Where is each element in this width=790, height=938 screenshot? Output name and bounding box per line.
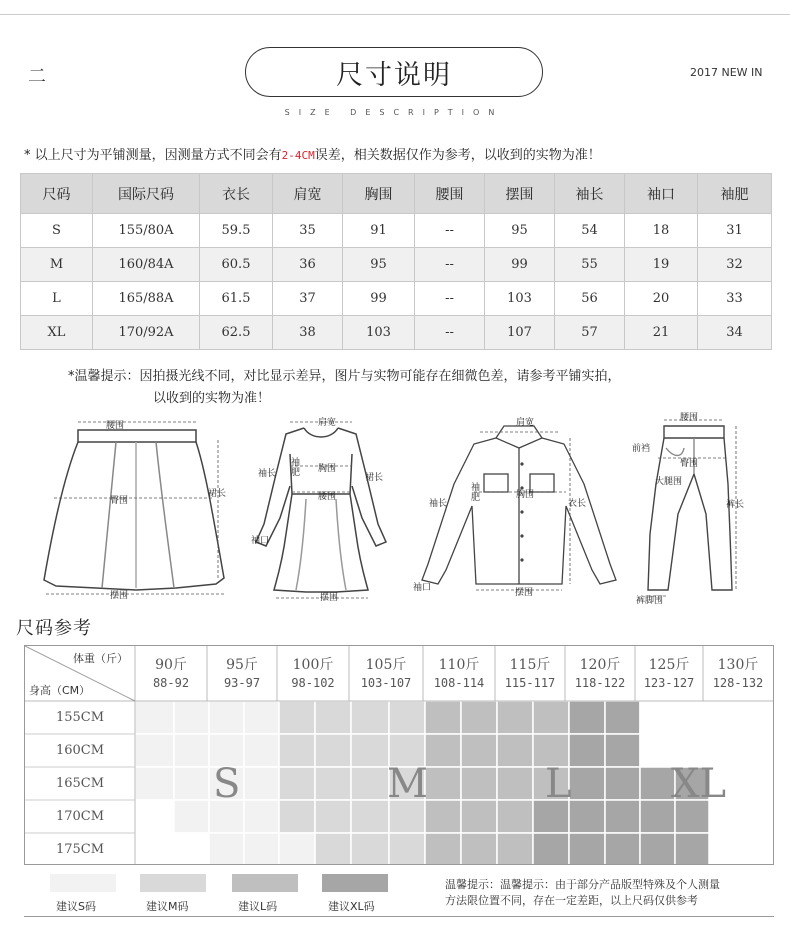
reference-tip-line2: 方法限位置不同，存在一定差距，以上尺码仅供参考 [445,894,698,907]
table-row [21,248,772,282]
note-prefix: * 以上尺寸为平铺测量，因测量方式不同会有 [24,148,282,163]
table-cell: 155/80A [93,214,200,248]
dress-waist-label: 腰围 [318,492,337,502]
weight-label: 105斤 [365,657,407,673]
grid-cell-s [174,767,209,800]
table-cell: 103 [343,316,415,350]
grid-cell-none [640,734,675,767]
legend-swatch-l [232,874,298,892]
table-row [21,282,772,316]
table-cell: 34 [698,316,772,350]
grid-cell-xl [640,767,675,800]
table-cell: 57 [555,316,625,350]
skirt-length-label: 裙长 [208,489,227,499]
weight-range-label: 98-102 [291,676,335,690]
grid-cell-l [461,734,497,767]
grid-cell-l [425,800,461,833]
size-reference-title: 尺码参考 [16,618,92,639]
grid-cell-xl [569,833,605,864]
grid-cell-l [533,701,569,734]
size-letter-l: L [545,761,572,807]
grid-cell-l [497,701,533,734]
pants-rise-label: 前裆 [632,444,651,454]
size-letter-m: M [387,761,428,807]
table-cell: 36 [273,248,343,282]
height-label: 165CM [55,776,105,791]
grid-cell-xl [569,767,605,800]
pants-leg-opening-label: 裤脚围 [636,596,664,606]
size-table-header-cell: 袖肥 [698,174,772,214]
table-row [21,316,772,350]
table-cell: 20 [625,282,698,316]
grid-cell-none [174,833,209,864]
grid-cell-l [461,800,497,833]
table-cell: 54 [555,214,625,248]
grid-cell-l [425,701,461,734]
grid-cell-xl [533,833,569,864]
weight-label: 125斤 [648,657,690,673]
grid-cell-s [244,833,279,864]
shirt-shoulder-label: 肩宽 [516,418,535,428]
grid-cell-l [425,734,461,767]
legend-swatch-s [50,874,116,892]
grid-cell-xl [640,800,675,833]
page-subtitle: SIZE DESCRIPTION [284,108,504,117]
grid-cell-l [461,767,497,800]
pants-length-label: 裤长 [726,500,745,510]
grid-cell-s [244,701,279,734]
weight-label: 120斤 [579,657,621,673]
size-reference-grid [24,645,774,865]
legend-swatch-m [140,874,206,892]
table-cell: 38 [273,316,343,350]
table-cell: -- [415,248,485,282]
grid-cell-l [497,734,533,767]
table-cell: 107 [485,316,555,350]
grid-cell-xl [569,701,605,734]
shirt-length-label: 衣长 [568,499,587,509]
grid-cell-l [461,701,497,734]
grid-cell-m [279,734,315,767]
legend-label: 建议M码 [146,900,189,913]
table-cell: 95 [485,214,555,248]
table-cell: M [21,248,93,282]
table-cell: 170/92A [93,316,200,350]
table-cell: 103 [485,282,555,316]
grid-cell-xl [569,734,605,767]
weight-range-label: 115-117 [504,676,556,690]
grid-cell-none [135,800,174,833]
height-label: 175CM [55,842,105,857]
skirt-hip-label: 臀围 [110,496,129,506]
height-label: 155CM [55,710,105,725]
dress-diagram [246,414,396,604]
legend-label: 建议S码 [56,900,96,913]
grid-cell-m [315,800,351,833]
grid-cell-l [497,833,533,864]
table-cell: 61.5 [200,282,273,316]
table-cell: 18 [625,214,698,248]
grid-cell-xl [569,800,605,833]
measurement-note [24,144,601,163]
grid-cell-l [497,767,533,800]
grid-cell-s [209,701,244,734]
dress-cuff-label: 袖口 [251,536,270,546]
grid-cell-none [135,833,174,864]
weight-label: 130斤 [717,657,759,673]
weight-range-label: 118-122 [574,676,626,690]
grid-cell-xl [640,833,675,864]
table-cell: 99 [343,282,415,316]
corner-height-label: 身高（CM） [29,684,91,697]
grid-cell-m [279,701,315,734]
table-cell: 56 [555,282,625,316]
note-highlight: 2-4CM [281,149,315,162]
size-table-header-cell: 肩宽 [273,174,343,214]
pants-waist-label: 腰围 [680,413,699,423]
weight-label: 100斤 [292,657,334,673]
grid-cell-s [244,767,279,800]
skirt-waist-label: 腰围 [106,421,125,431]
grid-cell-s [174,701,209,734]
dress-chest-label: 胸围 [318,464,337,474]
grid-cell-s [135,767,174,800]
grid-cell-s [209,833,244,864]
note-suffix: 误差，相关数据仅作为参考，以收到的实物为准！ [314,148,601,163]
color-note-line1: *温馨提示：因拍摄光线不同，对比显示差异，图片与实物可能存在细微色差，请参考平铺实拍， [68,369,621,384]
table-cell: 165/88A [93,282,200,316]
skirt-hem-label: 摆围 [110,591,129,601]
size-table-header-cell: 国际尺码 [93,174,200,214]
table-cell: 55 [555,248,625,282]
grid-cell-m [351,734,389,767]
page-title: 尺寸说明 [245,47,543,97]
size-table-body [21,214,772,350]
grid-cell-m [279,767,315,800]
size-table-header [21,174,772,214]
table-cell: -- [415,214,485,248]
table-cell: 21 [625,316,698,350]
table-cell: 33 [698,282,772,316]
weight-label: 90斤 [155,657,187,673]
grid-cell-m [315,701,351,734]
grid-cell-s [174,800,209,833]
size-table-header-cell: 腰围 [415,174,485,214]
weight-label: 110斤 [438,657,480,673]
grid-cell-none [675,701,709,734]
legend-label: 建议L码 [238,900,278,913]
table-cell: 160/84A [93,248,200,282]
grid-cell-xl [605,833,640,864]
grid-cell-xl [605,734,640,767]
grid-cell-none [640,701,675,734]
grid-cell-m [389,833,425,864]
table-cell: 32 [698,248,772,282]
grid-cell-xl [675,833,709,864]
size-table-header-cell: 袖口 [625,174,698,214]
size-letter-s: S [213,761,241,807]
grid-cell-m [315,767,351,800]
weight-range-label: 93-97 [223,676,261,690]
reference-tip [445,877,720,909]
table-cell: 37 [273,282,343,316]
size-table-header-cell: 衣长 [200,174,273,214]
weight-range-label: 128-132 [712,676,764,690]
dress-length-label: 裙长 [365,473,384,483]
grid-cell-l [461,833,497,864]
dress-sleeve-width-label: 袖肥 [291,458,301,478]
table-cell: 95 [343,248,415,282]
table-cell: 99 [485,248,555,282]
grid-cell-m [315,734,351,767]
shirt-sleeve-width-label: 袖肥 [471,483,481,503]
shirt-chest-label: 胸围 [516,490,535,500]
table-cell: -- [415,282,485,316]
shirt-hem-label: 摆围 [515,588,534,598]
pants-thigh-label: 大腿围 [655,477,683,487]
grid-cell-s [244,734,279,767]
color-note [68,366,621,410]
height-label: 170CM [55,809,105,824]
table-cell: 35 [273,214,343,248]
size-table-header-cell: 摆围 [485,174,555,214]
year-tag: 2017 NEW IN [690,66,763,79]
table-cell: 60.5 [200,248,273,282]
table-cell: -- [415,316,485,350]
grid-cell-m [351,833,389,864]
shirt-cuff-label: 袖口 [413,583,432,593]
grid-cell-s [174,734,209,767]
grid-cell-l [425,833,461,864]
top-divider [0,14,790,15]
bottom-divider [24,916,774,917]
table-cell: 31 [698,214,772,248]
grid-cell-l [425,767,461,800]
grid-cell-xl [605,701,640,734]
grid-cell-m [351,701,389,734]
reference-tip-line1: 温馨提示：温馨提示：由于部分产品版型特殊及个人测量 [445,878,720,891]
table-cell: L [21,282,93,316]
grid-cell-s [135,701,174,734]
left-mark: 二 [28,66,46,87]
grid-cell-s [135,734,174,767]
grid-cell-l [497,800,533,833]
weight-label: 95斤 [226,657,258,673]
dress-shoulder-label: 肩宽 [318,418,337,428]
grid-cell-s [279,833,315,864]
size-table [20,173,772,350]
corner-weight-label: 体重（斤） [73,652,128,665]
size-table-header-cell: 尺码 [21,174,93,214]
table-cell: 19 [625,248,698,282]
table-cell: XL [21,316,93,350]
pants-hip-label: 臀围 [680,459,699,469]
table-cell: 91 [343,214,415,248]
grid-cell-m [315,833,351,864]
size-table-header-cell: 胸围 [343,174,415,214]
legend-label: 建议XL码 [328,900,375,913]
legend-swatch-xl [322,874,388,892]
grid-cell-xl [605,767,640,800]
dress-hem-label: 摆围 [320,593,339,603]
dress-sleeve-label: 袖长 [258,469,277,479]
weight-label: 115斤 [509,657,551,673]
size-letter-xl: XL [671,761,727,807]
color-note-line2: 以收到的实物为准！ [153,391,271,406]
table-cell: S [21,214,93,248]
table-cell: 59.5 [200,214,273,248]
weight-range-label: 108-114 [433,676,485,690]
grid-cell-m [389,701,425,734]
shirt-sleeve-label: 袖长 [429,499,448,509]
table-cell: 62.5 [200,316,273,350]
grid-cell-m [279,800,315,833]
weight-range-label: 123-127 [643,676,695,690]
weight-range-label: 88-92 [152,676,190,690]
grid-cell-xl [605,800,640,833]
size-table-header-cell: 袖长 [555,174,625,214]
weight-range-label: 103-107 [360,676,412,690]
table-row [21,214,772,248]
grid-cell-m [351,767,389,800]
skirt-diagram [36,412,236,602]
grid-cell-m [351,800,389,833]
grid-cell-s [244,800,279,833]
height-label: 160CM [55,743,105,758]
